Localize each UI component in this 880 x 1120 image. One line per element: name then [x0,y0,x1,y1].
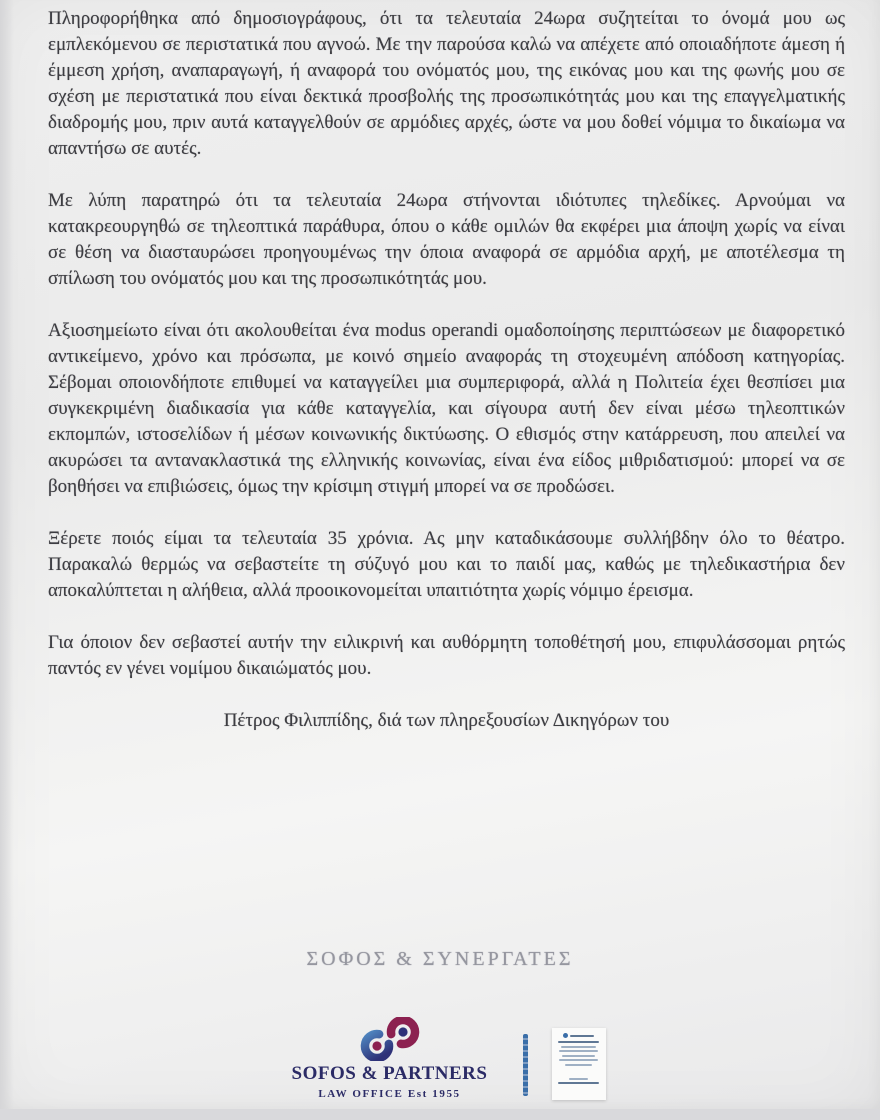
certificate-badge [552,1028,606,1100]
sofos-logo-icon [351,1017,429,1061]
paragraph-3: Αξιοσημείωτο είναι ότι ακολουθείται ένα modus operandi ομαδοποίησης περιπτώσεων με διαφορετικό αντικείμενο, χρόνο και πρόσωπα, με κοινό σημείο αναφοράς τη στοχευμένη απόδοση κατηγορίας. Σέβομαι οποιονδήποτε επιθυμεί να καταγγείλει μια συμπεριφορά, αλλά η Πολιτεία έχει θεσπίσει μια συγκεκριμένη διαδικασία για κάθε καταγγελία, και σίγουρα αυτή δεν είναι μέσω τηλεοπτικών εκπομπών, ιστοσελίδων ή μέσων κοινωνικής δικτύωσης. Ο εθισμός στην κατάρρευση, που απειλεί να ακυρώσει τα αντανακλαστικά της ελληνικής κοινωνίας, είναι ένα είδος μιθριδατισμού: μπορεί να σε βοηθήσει να επιβιώσεις, όμως την κρίσιμη στιγμή μπορεί να σε προδώσει. [48,320,845,497]
certificate-logo-icon [556,1033,602,1038]
paragraph-5: Για όποιον δεν σεβαστεί αυτήν την ειλικρινή και αυθόρμητη τοποθέτησή μου, επιφυλάσσομαι ρητώς παντός εν γένει νομίμου δικαιώματός μου. [48,632,845,679]
statement-body [48,6,845,760]
photo-bottom-edge [0,1109,880,1120]
paragraph-1: Πληροφορήθηκα από δημοσιογράφους, ότι τα τελευταία 24ωρα συζητείται το όνομά μου ως εμπλεκόμενου σε περιστατικά που αγνοώ. Με την παρούσα καλώ να απέχετε από οποιαδήποτε άμεση ή έμμεση χρήση, αναπαραγωγή, ή αναφορά του ονόματός μου, της εικόνας μου και της φωνής μου σε σχέση με περιστατικά που είναι δεκτικά προσβολής της προσωπικότητάς μου και της επαγγελματικής διαδρομής μου, πριν αυτά καταγγελθούν σε αρμόδιες αρχές, ώστε να μου δοθεί νόμιμα το δικαίωμα να απαντήσω σε αυτές. [48,8,845,159]
letterhead-footer [0,1016,880,1100]
firm-watermark: ΣΟΦΟΣ & ΣΥΝΕΡΓΑΤΕΣ [306,948,574,970]
paragraph-4: Ξέρετε ποιός είμαι τα τελευταία 35 χρόνια. Ας μην καταδικάσουμε συλλήβδην όλο το θέατρο. Παρακαλώ θερμώς να σεβαστείτε τη σύζυγό μου και το παιδί μας, καθώς με τηλεδικαστήρια δεν αποκαλύπτεται η αλήθεια, αλλά προοικονομείται υπαιτιότητα χωρίς νόμιμο έρεισμα. [48,528,845,601]
vertical-divider [523,1034,528,1096]
firm-name: SOFOS & PARTNERS [291,1062,488,1084]
firm-subtitle: LAW OFFICE Est 1955 [318,1087,461,1100]
paragraph-2: Με λύπη παρατηρώ ότι τα τελευταία 24ωρα στήνονται ιδιότυπες τηλεδίκες. Αρνούμαι να κατακρεουργηθώ σε τηλεοπτικά παράθυρα, όπου ο κάθε ομιλών θα εκφέρει μια άποψη χωρίς να είναι σε θέση να διασταυρώσει προηγουμένως την όποια αναφορά σε αρμόδια αρχή, με αποτέλεσμα τη σπίλωση του ονόματός μου και της προσωπικότητάς μου. [48,190,845,289]
firm-logo [275,1017,505,1100]
signature-line: Πέτρος Φιλιππίδης, διά των πληρεξουσίων Δικηγόρων του [223,710,670,731]
